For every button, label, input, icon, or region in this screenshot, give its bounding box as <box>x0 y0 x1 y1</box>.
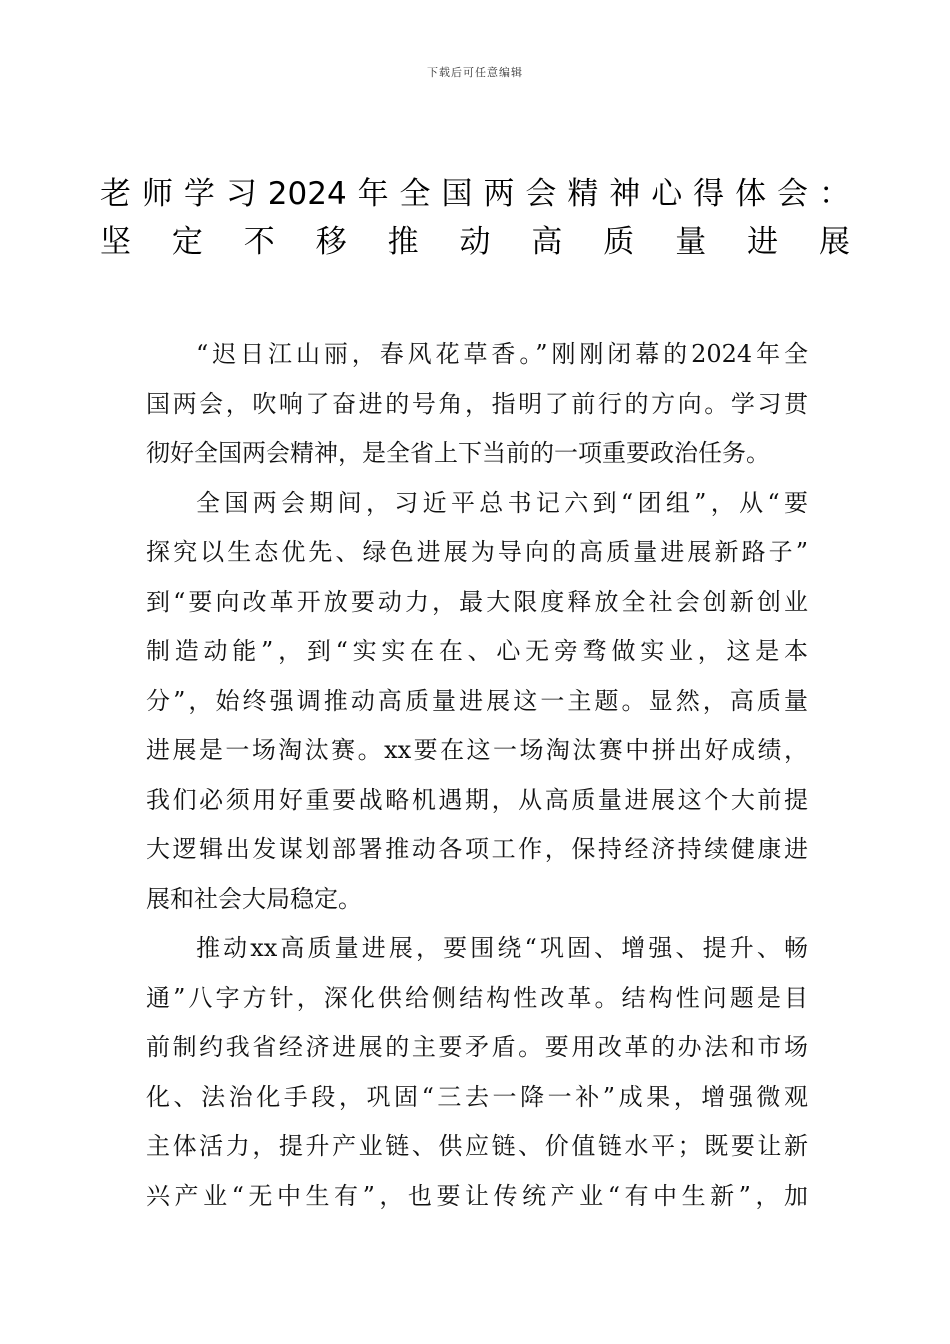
paragraph-line: 推动xx高质量进展，要围绕“巩固、增强、提升、畅 <box>196 934 808 962</box>
paragraph-line: 进展是一场淘汰赛。xx要在这一场淘汰赛中拼出好成绩， <box>146 736 808 764</box>
document-title <box>100 170 850 266</box>
title-line-2: 坚定不移推动高质量进展 <box>100 224 850 260</box>
paragraph-line: 兴产业“无中生有”，也要让传统产业“有中生新”，加 <box>146 1181 808 1210</box>
paragraph-line: “迟日江山丽，春风花草香。”刚刚闭幕的2024年全 <box>196 340 808 368</box>
paragraph-line: 国两会，吹响了奋进的号角，指明了前行的方向。学习贯 <box>146 389 808 418</box>
paragraph-line: 前制约我省经济进展的主要矛盾。要用改革的办法和市场 <box>146 1033 808 1061</box>
paragraph-line: 制造动能”，到“实实在在、心无旁骛做实业，这是本 <box>146 637 808 665</box>
paragraph-line: 我们必须用好重要战略机遇期，从高质量进展这个大前提 <box>146 785 808 814</box>
paragraph-line: 到“要向改革开放要动力，最大限度释放全社会创新创业 <box>146 587 808 616</box>
title-line-1: 老师学习2024年全国两会精神心得体会： <box>100 176 850 212</box>
paragraph-line: 分”，始终强调推动高质量进展这一主题。显然，高质量 <box>146 686 808 715</box>
paragraph-line: 主体活力，提升产业链、供应链、价值链水平；既要让新 <box>146 1132 808 1160</box>
paragraph-line: 彻好全国两会精神，是全省上下当前的一项重要政治任务。 <box>146 439 770 467</box>
paragraph-line: 化、法治化手段，巩固“三去一降一补”成果，增强微观 <box>146 1082 808 1111</box>
paragraph-3 <box>146 924 808 1221</box>
paragraph-line: 全国两会期间，习近平总书记六到“团组”，从“要 <box>196 488 808 517</box>
paragraph-line: 通”八字方针，深化供给侧结构性改革。结构性问题是目 <box>146 983 808 1012</box>
document-body <box>146 330 808 1221</box>
paragraph-1 <box>146 330 808 479</box>
paragraph-line: 展和社会大局稳定。 <box>146 884 362 913</box>
paragraph-line: 大逻辑出发谋划部署推动各项工作，保持经济持续健康进 <box>146 835 808 863</box>
paragraph-2 <box>146 479 808 925</box>
header-note: 下载后可任意编辑 <box>427 66 523 79</box>
paragraph-line: 探究以生态优先、绿色进展为导向的高质量进展新路子” <box>146 538 808 566</box>
